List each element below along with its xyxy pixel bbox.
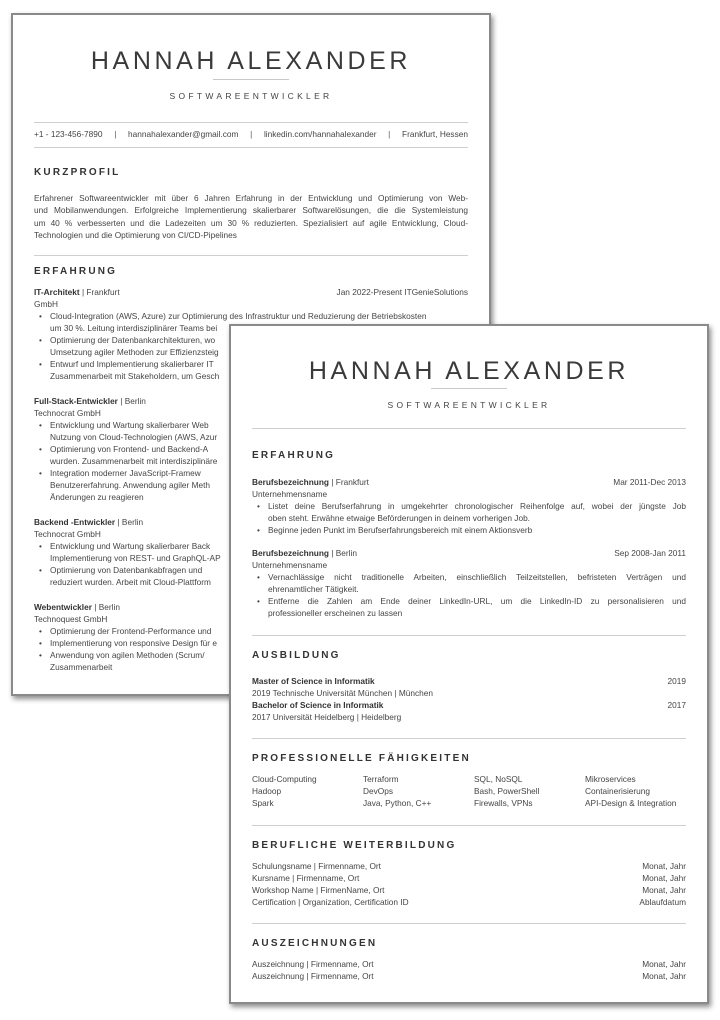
job-title-location <box>34 395 146 407</box>
awards-list <box>252 958 686 982</box>
job-location: | Frankfurt <box>331 477 369 487</box>
job-location: | Frankfurt <box>81 287 120 298</box>
bullet-line: Zusammenarbeit <box>50 662 113 673</box>
bullet-line: Cloud-Integration (AWS, Azure) zur Optimierung des Infrastruktur und Reduzierung der Betriebskosten <box>50 311 427 322</box>
job-header <box>252 476 686 488</box>
bullet-line: Implementierung von REST- und GraphQL-AP <box>50 553 221 564</box>
job-position: Full-Stack-Entwickler <box>34 396 118 407</box>
skills-grid <box>252 773 686 809</box>
job-title-location <box>34 516 143 528</box>
awards-date: Monat, Jahr <box>642 959 686 969</box>
bullet-icon: • <box>39 359 42 370</box>
job-title-location <box>252 547 357 559</box>
awards-date: Monat, Jahr <box>642 971 686 981</box>
job-position: IT-Architekt <box>34 287 80 298</box>
bullet-icon: • <box>39 638 42 649</box>
training-name: Schulungsname | Firmenname, Ort <box>252 861 381 871</box>
bullet-line: Nutzung von Cloud-Technologien (AWS, Azur <box>50 432 218 443</box>
bullet-line: Vernachlässige nicht traditionelle Arbeiten, einschließlich Teilzeitstellen, befristeten Verträgen und <box>268 572 686 582</box>
separator: | <box>388 129 391 139</box>
candidate-name: HANNAH ALEXANDER <box>308 357 630 385</box>
skill-item: Containerisierung <box>585 786 651 796</box>
skill-item: Bash, PowerShell <box>474 786 540 796</box>
bullet-line: Beginne jeden Punkt im Berufserfahrungsbereich mit einem Aktionsverb <box>268 525 533 535</box>
education-detail: 2019 Technische Universität München | München <box>252 688 433 698</box>
skill-item: Hadoop <box>252 786 282 796</box>
job-title-location <box>34 601 120 613</box>
training-row <box>252 884 686 896</box>
skill-item: SQL, NoSQL <box>474 774 523 784</box>
bullet-line: Implementierung von responsive Design für e <box>50 638 217 649</box>
bullet-line: Optimierung der Frontend-Performance und <box>50 626 212 637</box>
bullet-line: Zusammenarbeit mit Stakeholdern, um Gesch <box>50 371 220 382</box>
bullet-icon: • <box>257 525 260 535</box>
summary-line: und Mobilanwendungen. Erfolgreiche Implementierung skalierbarer Softwarelösungen, die die Systemleistung <box>34 205 468 216</box>
bullet-line: Entwurf und Implementierung skalierbarer IT <box>50 359 214 370</box>
bullet-icon: • <box>39 650 42 661</box>
experience-list <box>252 476 686 619</box>
bullet-line: Optimierung von Frontend- und Backend-A <box>50 444 209 455</box>
job-position: Berufsbezeichnung <box>252 477 329 487</box>
job-location: | Berlin <box>94 602 120 613</box>
bullet-line: ehrenamtlicher Tätigkeit. <box>268 584 359 594</box>
divider <box>252 635 686 636</box>
bullet-icon: • <box>39 335 42 346</box>
bullet-icon: • <box>257 596 260 606</box>
bullet-line: Benutzererfahrung. Anwendung agiler Meth <box>50 480 211 491</box>
job-date: Mar 2011-Dec 2013 <box>613 477 686 487</box>
contact-row <box>34 128 468 140</box>
bullet-line: Optimierung der Datenbankarchitekturen, wo <box>50 335 216 346</box>
summary-line: Erfahrener Softwareentwickler mit über 6 Jahren Erfahrung in der Entwicklung und Optimierung von Web- <box>34 193 468 203</box>
awards-row <box>252 958 686 970</box>
phone: +1 - 123-456-7890 <box>34 129 103 139</box>
divider <box>252 738 686 739</box>
company-name: Technocrat GmbH <box>34 408 101 419</box>
skill-item: Cloud-Computing <box>252 774 317 784</box>
training-row <box>252 896 686 908</box>
education-degree-row <box>252 699 686 711</box>
skill-item: DevOps <box>363 786 393 796</box>
section-heading-training: BERUFLICHE WEITERBILDUNG <box>252 840 457 851</box>
company-name: Technocrat GmbH <box>34 529 101 540</box>
bullet-line: Entwicklung und Wartung skalierbarer Back <box>50 541 211 552</box>
skill-item: Terraform <box>363 774 399 784</box>
company-name: GmbH <box>34 299 58 310</box>
summary-line: Technologien und die Optimierung von CI/CD-Pipelines <box>34 229 237 240</box>
training-row <box>252 872 686 884</box>
linkedin: linkedin.com/hannahalexander <box>263 129 377 139</box>
job-position: Webentwickler <box>34 602 92 613</box>
job-date: Sep 2008-Jan 2011 <box>614 548 686 558</box>
bullet-icon: • <box>257 572 260 582</box>
skill-item: Mikroservices <box>585 774 636 784</box>
bullet-icon: • <box>39 565 42 576</box>
divider <box>252 428 686 429</box>
bullet-item <box>252 571 686 595</box>
degree: Bachelor of Science in Informatik <box>252 700 384 710</box>
training-name: Certification | Organization, Certification ID <box>252 897 409 907</box>
bullet-icon: • <box>39 626 42 637</box>
training-date: Monat, Jahr <box>642 885 686 895</box>
bullet-icon: • <box>257 501 260 511</box>
bullet-line: professioneller erscheinen zu lassen <box>268 608 403 618</box>
bullet-icon: • <box>39 444 42 455</box>
bullet-icon: • <box>39 420 42 431</box>
bullet-line: Entwicklung und Wartung skalierbarer Web <box>50 420 209 431</box>
section-heading-summary: KURZPROFIL <box>34 167 121 178</box>
candidate-name: HANNAH ALEXANDER <box>90 47 412 75</box>
training-list <box>252 860 686 908</box>
job-location: | Berlin <box>120 396 146 407</box>
company-name: Technoquest GmbH <box>34 614 108 625</box>
skill-item: API-Design & Integration <box>585 798 677 808</box>
education-degree-row <box>252 675 686 687</box>
bullet-item <box>252 595 686 619</box>
summary-paragraph <box>34 192 468 241</box>
section-heading-skills: PROFESSIONELLE FÄHIGKEITEN <box>252 753 471 764</box>
company-name: Unternehmensname <box>252 489 328 499</box>
year: 2017 <box>667 700 686 710</box>
awards-name: Auszeichnung | Firmenname, Ort <box>252 959 374 969</box>
name-divider <box>213 79 289 80</box>
training-date: Monat, Jahr <box>642 861 686 871</box>
bullet-line: wurden. Zusammenarbeit mit interdisziplinäre <box>50 456 218 467</box>
bullet-line: Änderungen zu reagieren <box>50 492 144 503</box>
job-title-location <box>252 476 369 488</box>
bullet-line: Integration moderner JavaScript-Framew <box>50 468 201 479</box>
section-heading-experience: ERFAHRUNG <box>34 266 118 278</box>
job-title-location <box>34 286 120 298</box>
section-heading-awards: AUSZEICHNUNGEN <box>252 938 378 949</box>
bullet-line: Umsetzung agiler Methoden zur Effizienzsteig <box>50 347 219 358</box>
job-position: Backend -Entwickler <box>34 517 116 528</box>
education-list <box>252 675 686 723</box>
location: Frankfurt, Hessen <box>402 129 468 139</box>
training-date: Monat, Jahr <box>642 873 686 883</box>
resume-page-2 <box>229 324 709 1004</box>
bullet-line: um 30 %. Leitung interdisziplinärer Teams bei <box>50 323 218 334</box>
degree: Master of Science in Informatik <box>252 676 375 686</box>
training-name: Workshop Name | FirmenName, Ort <box>252 885 385 895</box>
section-heading-education: AUSBILDUNG <box>252 650 341 661</box>
bullet-line: Entferne die Zahlen am Ende deiner LinkedIn-URL, um die LinkedIn-ID zu personalisieren und <box>268 596 686 606</box>
bullet-line: Anwendung von agilen Methoden (Scrum/ <box>50 650 205 661</box>
awards-name: Auszeichnung | Firmenname, Ort <box>252 971 374 981</box>
bullet-line: Optimierung von Datenbankabfragen und <box>50 565 203 576</box>
job-header <box>34 286 468 298</box>
skill-item: Firewalls, VPNs <box>474 798 533 808</box>
bullet-icon: • <box>39 468 42 479</box>
separator: | <box>114 129 117 139</box>
separator: | <box>250 129 253 139</box>
divider <box>34 147 468 148</box>
job-entry <box>252 476 686 536</box>
divider <box>252 825 686 826</box>
bullet-icon: • <box>39 311 42 322</box>
training-row <box>252 860 686 872</box>
job-title: SOFTWAREENTWICKLER <box>387 400 551 410</box>
bullet-line: Listet deine Berufserfahrung in umgekehrter chronologischer Reihenfolge auf, wobei der jüngste Job <box>268 501 686 511</box>
job-location: | Berlin <box>331 548 357 558</box>
training-date: Ablaufdatum <box>639 897 686 907</box>
awards-row <box>252 970 686 982</box>
divider <box>34 122 468 123</box>
skill-item: Spark <box>252 798 274 808</box>
job-position: Berufsbezeichnung <box>252 548 329 558</box>
bullet-item <box>252 500 686 524</box>
training-name: Kursname | Firmenname, Ort <box>252 873 360 883</box>
job-header <box>252 547 686 559</box>
year: 2019 <box>667 676 686 686</box>
divider <box>252 923 686 924</box>
education-detail: 2017 Universität Heidelberg | Heidelberg <box>252 712 402 722</box>
email: hannahalexander@gmail.com <box>128 129 239 139</box>
job-entry <box>252 547 686 619</box>
company-name: Unternehmensname <box>252 560 328 570</box>
summary-line: um 40 % verbesserten und die Ladezeiten um 30 % reduzierten. Spezialisiert auf agile Entwicklung, Cloud- <box>34 217 468 228</box>
section-heading-experience: ERFAHRUNG <box>252 450 336 461</box>
divider <box>34 255 468 256</box>
bullet-line: reduziert wurden. Arbeit mit Cloud-Plattform <box>50 577 211 588</box>
job-title: SOFTWAREENTWICKLER <box>169 91 333 101</box>
skill-item: Java, Python, C++ <box>363 798 432 808</box>
job-location: | Berlin <box>117 517 144 528</box>
job-date: Jan 2022-Present ITGenieSolutions <box>336 287 468 298</box>
bullet-icon: • <box>39 541 42 552</box>
bullet-item <box>252 524 686 536</box>
name-divider <box>431 388 507 389</box>
bullet-line: oben steht. Erwähne etwaige Beförderungen in deinem vorherigen Job. <box>268 513 530 523</box>
